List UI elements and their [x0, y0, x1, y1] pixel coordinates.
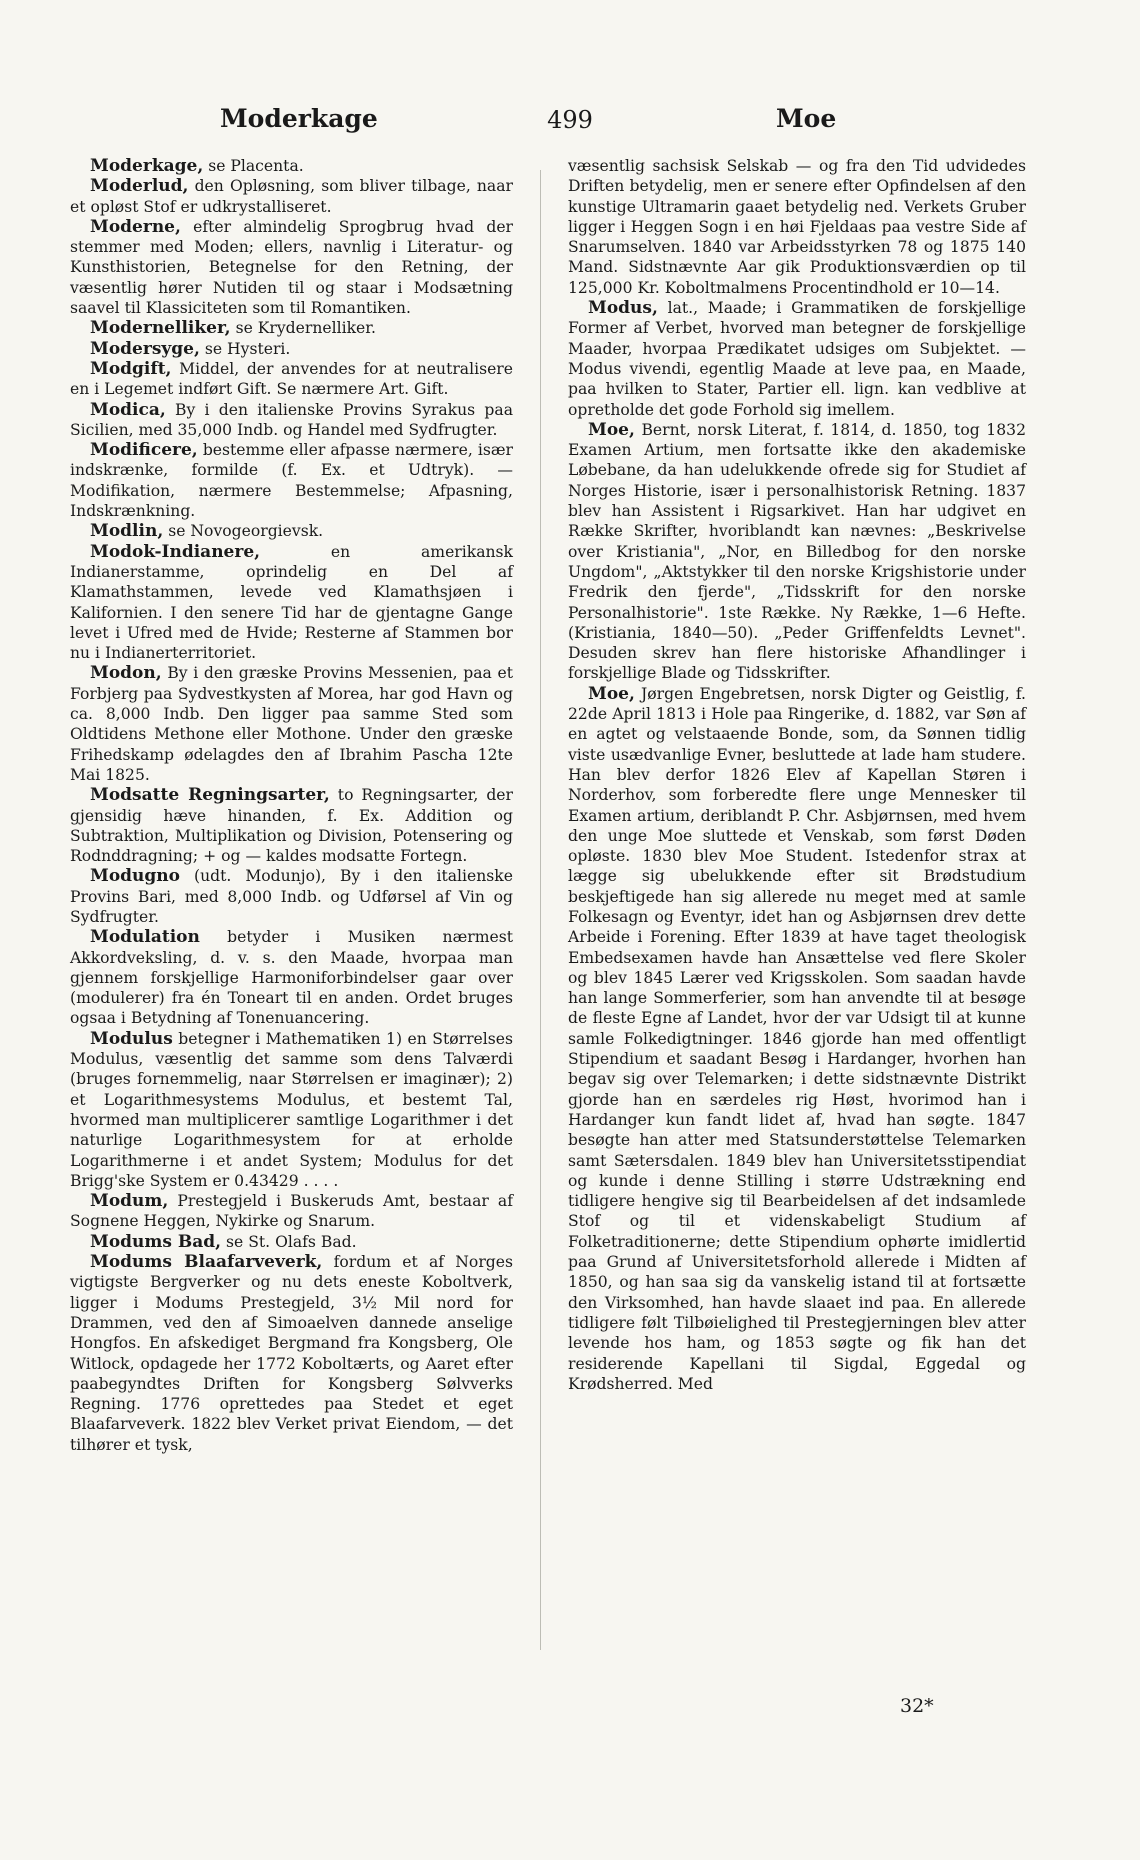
entry-text: efter almindelig Sprogbrug hvad der stemmer med Moden; ellers, navnlig i Literatur- og Kunsthistorien, Betegnelse for den Retning, der væsentlig hører Nutiden til og staar i Modsætning saavel til Klassiciteten som til Romantiken. [70, 217, 513, 318]
entry-headword: Modificere, [90, 440, 198, 461]
entry-headword: Modgift, [90, 358, 172, 379]
entry-headword: Modersyge, [90, 338, 200, 359]
entry-headword: Moderlud, [90, 176, 189, 197]
entry-headword: Modum, [90, 1191, 169, 1212]
dictionary-entry [568, 420, 1026, 684]
page-header [0, 100, 1140, 144]
entry-headword: Modums Blaafarveverk, [90, 1252, 323, 1273]
dictionary-entry [70, 785, 513, 866]
entry-text: Bernt, norsk Literat, f. 1814, d. 1850, tog 1832 Examen Artium, men fortsatte ikke den akademiske Løbebane, da han udelukkende ofrede sig for Studiet af Norges Historie, især i personalhistorisk Retning. 1837 blev han Assistent i Rigsarkivet. Han har udgivet en Række Skrifter, hvoriblandt kan nævnes: „Beskrivelse over Kristiania", „Nor, en Billedbog for den norske Ungdom", „Aktstykker til den norske Krigshistorie under Fredrik den fjerde", „Tidsskrift for den norske Personalhistorie". 1ste Række. Ny Række, 1—6 Hefte. (Kristiania, 1840—50). „Peder Griffenfeldts Levnet". Desuden skrev han flere historiske Afhandlinger i forskjellige Blade og Tidsskrifter. [568, 420, 1026, 683]
entry-text: betyder i Musiken nærmest Akkordveksling, d. v. s. den Maade, hvorpaa man gjennem forskjellige Harmoniforbindelser gaar over (modulerer) fra én Toneart til en anden. Ordet bruges ogsaa i Betydning af Tonenuancering. [70, 928, 513, 1028]
dictionary-entry [70, 400, 513, 441]
dictionary-entry [70, 1029, 513, 1191]
signature-mark: 32* [900, 1695, 934, 1717]
dictionary-entry [70, 542, 513, 664]
dictionary-entry [568, 156, 1026, 298]
entry-text: se Hysteri. [204, 339, 291, 358]
entry-text: Prestegjeld i Buskeruds Amt, bestaar af Sognene Heggen, Nykirke og Snarum. [70, 1192, 513, 1231]
entry-headword: Modulation [90, 927, 200, 948]
dictionary-entry [70, 318, 513, 338]
entry-text: se St. Olafs Bad. [226, 1232, 357, 1251]
entry-text: en amerikansk Indianerstamme, oprindelig en Del af Klamathstammen, levede ved Klamathsjøen i Kalifornien. I den senere Tid har de gjentagne Gange levet i Ufred med de Hvide; Resterne af Stammen bor nu i Indianerterritoriet. [70, 542, 513, 663]
dictionary-entry [70, 663, 513, 785]
entry-text: lat., Maade; i Grammatiken de forskjellige Former af Verbet, hvorved man betegner de forskjellige Maader, hvorpaa Prædikatet udsiges om Subjektet. — Modus vivendi, egentlig Maade at leve paa, en Maade, paa hvilken to Stater, Partier ell. lign. kan vedblive at opretholde det gode Forhold sig imellem. [568, 299, 1026, 419]
left-column [70, 156, 513, 1455]
entry-text: Middel, der anvendes for at neutralisere en i Legemet indført Gift. Se nærmere Art. Gift. [70, 359, 513, 399]
entry-text: By i den italienske Provins Syrakus paa Sicilien, med 35,000 Indb. og Handel med Sydfrugter. [70, 400, 513, 439]
dictionary-entry [70, 521, 513, 541]
dictionary-entry [70, 1232, 513, 1252]
entry-headword: Moderkage, [90, 156, 204, 176]
entry-text: den Opløsning, som bliver tilbage, naar et opløst Stof er udkrystalliseret. [70, 177, 513, 216]
dictionary-entry [70, 359, 513, 400]
entry-text: (udt. Modunjo), By i den italienske Provins Bari, med 8,000 Indb. og Udførsel af Vin og Sydfrugter. [70, 867, 513, 926]
entry-text: se Placenta. [208, 157, 304, 175]
entry-headword: Modlin, [90, 521, 164, 542]
dictionary-entry [70, 176, 513, 217]
entry-headword: Modugno [90, 866, 180, 887]
column-divider [540, 170, 541, 1650]
entry-headword: Modums Bad, [90, 1231, 222, 1252]
entry-headword: Modernelliker, [90, 318, 231, 339]
entry-headword: Modok-Indianere, [90, 541, 261, 562]
dictionary-entry [568, 298, 1026, 420]
dictionary-entry [568, 684, 1026, 1394]
entry-headword: Moe, [588, 683, 635, 704]
dictionary-entry [70, 440, 513, 521]
dictionary-entry [70, 927, 513, 1028]
entry-text: se Krydernelliker. [235, 319, 376, 338]
entry-headword: Modon, [90, 663, 162, 684]
entry-text: fordum et af Norges vigtigste Bergverker og nu dets eneste Koboltverk, ligger i Modums Prestegjeld, 3½ Mil nord for Drammen, ved den af Simoaelven dannede anselige Hongfos. En afskediget Bergmand fra Kongsberg, Ole Witlock, opdagede her 1772 Koboltærts, og Aaret efter paabegyndtes Driften for Kongsberg Sølvverks Regning. 1776 oprettedes paa Stedet et eget Blaafarveverk. 1822 blev Verket privat Eiendom, — det tilhører et tysk, [70, 1253, 513, 1454]
entry-headword: Modica, [90, 399, 166, 420]
dictionary-entry [70, 1252, 513, 1455]
entry-text: væsentlig sachsisk Selskab — og fra den Tid udvidedes Driften betydelig, men er senere efter Opfindelsen af den kunstige Ultramarin gaaet betydelig ned. Verkets Gruber ligger i Heggen Sogn i en høi Fjeldaas paa vestre Side af Snarumselven. 1840 var Arbeidsstyrken 78 og 1875 140 Mand. Sidstnævnte Aar gik Produktionsværdien op til 125,000 Kr. Koboltmalmens Procentindhold er 10—14. [568, 157, 1026, 297]
entry-text: By i den græske Provins Messenien, paa et Forbjerg paa Sydvestkysten af Morea, har god Havn og ca. 8,000 Indb. Den ligger paa samme Sted som Oldtidens Methone eller Mothone. Under den græske Frihedskamp ødelagdes den af Ibrahim Pascha 12te Mai 1825. [70, 664, 513, 784]
dictionary-entry [70, 217, 513, 318]
entry-headword: Modulus [90, 1028, 173, 1049]
entry-text: betegner i Mathematiken 1) en Størrelses Modulus, væsentlig det samme som dens Talværdi (bruges fornemmelig, naar Størrelsen er imaginær); 2) et Logarithmesystems Modulus, et bestemt Tal, hvormed man multiplicerer samtlige Logarithmer i det naturlige Logarithmesystem for at erholde Logarithmerne i et andet System; Modulus for det Brigg'ske System er 0.43429 . . . . [70, 1029, 513, 1190]
dictionary-entry [70, 339, 513, 359]
dictionary-entry [70, 1191, 513, 1232]
dictionary-entry [70, 866, 513, 927]
entry-text: Jørgen Engebretsen, norsk Digter og Geistlig, f. 22de April 1813 i Hole paa Ringerike, d. 1882, var Søn af en agtet og velstaaende Bonde, som, da Sønnen tidlig viste usædvanlige Evner, besluttede at lade ham studere. Han blev derfor 1826 Elev af Kapellan Støren i Norderhov, som forberedte flere unge Mennesker til Examen artium, deriblandt P. Chr. Asbjørnsen, med hvem den unge Moe sluttede et Venskab, som først Døden opløste. 1830 blev Moe Student. Istedenfor strax at lægge sig ubelukkende efter sit Brødstudium beskjeftigede han sig allerede nu meget med at samle Folkesagn og Eventyr, idet han og Asbjørnsen drev dette Arbeide i Forening. Efter 1839 at have taget theologisk Embedsexamen havde han Ansættelse ved flere Skoler og blev 1845 Lærer ved Krigsskolen. Som saadan havde han lange Sommerferier, som han anvendte til at besøge de fleste Egne af Landet, hvor der var Udsigt til at kunne samle Folkedigtninger. 1846 gjorde han med offentligt Stipendium et saadant Besøg i Hardanger, hvorhen han begav sig over Telemarken; i dette sidstnævnte Distrikt gjorde han en særdeles rig Høst, hvorimod han i Hardanger kun fandt lidet af, hvad han søgte. 1847 besøgte han atter med Statsunderstøttelse Telemarken samt Sætersdalen. 1849 blev han Universitetsstipendiat og kunde i denne Stilling i større Udstrækning end tidligere hengive sig til Bearbeidelsen af det indsamlede Stof og til et videnskabeligt Studium af Folketraditionerne; dette Stipendium ophørte imidlertid paa Grund af Universitetsforhold allerede i Midten af 1850, og han saa sig da vanskelig istand til at fortsætte den Virksomhed, han havde slaaet ind paa. En allerede tidligere følt Tilbøielighed til Prestegjerningen blev atter levende hos ham, og 1853 søgte og fik han det residerende Kapellani til Sigdal, Eggedal og Krødsherred. Med [568, 684, 1026, 1393]
header-right-guideword: Moe [776, 104, 837, 133]
entry-text: bestemme eller afpasse nærmere, især indskrænke, formilde (f. Ex. et Udtryk). — Modifikation, nærmere Bestemmelse; Afpasning, Indskrænkning. [70, 441, 513, 521]
dictionary-entry [70, 156, 513, 176]
page-number: 499 [547, 106, 593, 134]
entry-text: to Regningsarter, der gjensidig hæve hinanden, f. Ex. Addition og Subtraktion, Multiplikation og Division, Potensering og Rodnddragning; + og — kaldes modsatte Fortegn. [70, 786, 513, 866]
entry-headword: Modsatte Regningsarter, [90, 785, 330, 806]
right-column [568, 156, 1026, 1394]
entry-headword: Moderne, [90, 216, 181, 237]
entry-headword: Moe, [588, 419, 635, 440]
entry-headword: Modus, [588, 298, 658, 319]
entry-text: se Novogeorgievsk. [168, 522, 324, 541]
header-left-guideword: Moderkage [220, 104, 378, 133]
